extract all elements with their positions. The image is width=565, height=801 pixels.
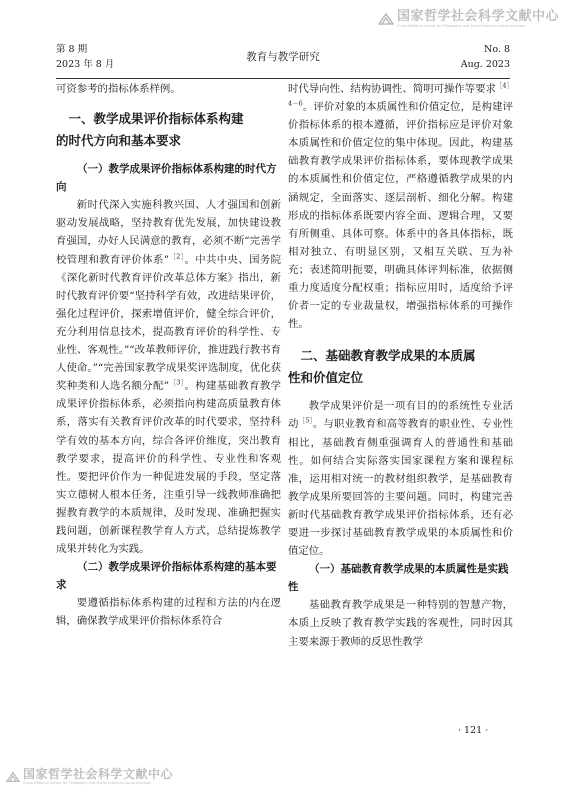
watermark-title: 国家哲学社会科学文献中心	[397, 9, 560, 24]
section-heading-2	[288, 345, 513, 389]
section-heading-line: 二、基础教育教学成果的本质属	[300, 348, 476, 364]
citation-ref: ［4］4－6	[288, 81, 513, 108]
watermark-title: 国家哲学社会科学文献中心	[23, 767, 174, 781]
left-column	[56, 80, 281, 631]
citation-ref: ［5］	[298, 416, 313, 425]
paragraph	[288, 397, 513, 560]
paragraph	[288, 80, 513, 333]
watermark-bottom	[6, 768, 173, 786]
paragraph-text: 新时代深入实施科教兴国、人才强国和创新驱动发展战略，坚持教育优先发展，加快建设教育强国，办好人民满意的教育，必须不断“完善学校管理和教育评价体系”	[56, 199, 281, 266]
date-en: Aug. 2023	[460, 59, 510, 70]
paragraph-text: 时代导向性、结构协调性、简明可操作等要求	[288, 83, 496, 95]
issue-cn: 第 8 期	[56, 44, 88, 55]
right-column	[288, 80, 513, 651]
subsection-heading: （一）教学成果评价指标体系构建的时代方向	[56, 163, 277, 194]
paragraph-text: 。中共中央、国务院《深化新时代教育评价改革总体方案》指出，新时代教育评价要“坚持科学有效，改进结果评价，强化过程评价，探索增值评价，健全综合评价，充分利用信息技术，提高教育评价的科学性、专业性、客观性。”“改革教师评价，推进践行教书育人使命。”“完善国家教学成果奖评选制度，优化获奖种类和人选名额分配”	[56, 253, 282, 393]
subsection-heading: （二）教学成果评价指标体系构建的基本要求	[56, 561, 277, 592]
paragraph: 要遵循指标体系构建的过程和方法的内在逻辑，确保教学成果评价指标体系符合	[56, 597, 281, 628]
section-heading-1	[56, 108, 281, 152]
header-rule	[56, 78, 510, 79]
citation-ref: ［2］	[169, 252, 185, 261]
paragraph: 可资参考的指标体系样例。	[56, 83, 181, 95]
date-cn: 2023 年 8 月	[56, 59, 115, 70]
section-heading-line: 一、教学成果评价指标体系构建	[68, 111, 244, 127]
library-logo-icon	[6, 771, 20, 783]
section-heading-line: 性和价值定位	[288, 370, 364, 386]
paragraph-text: 。构建基础教育教学成果评价指标体系，必须指向构建高质量教育体系，落实有关教育评价改革的时代要求，坚持科学有效的基本方向，综合各评价维度，突出教育教学要求，提高评价的科学性、专业性和客观性。要把评价作为一种促进发展的手段，坚定落实立德树人根本任务，注重引导一线教师准确把握教育教学的本质规律，及时发现、准确把握实践问题，创新课程教学育人方式，总结提炼教学成果并转化为实践。	[56, 380, 282, 556]
paragraph-text: 。评价对象的本质属性和价值定位，是构建评价指标体系的根本遵循，评价指标应是评价对象本质属性和价值定位的集中体现。因此，构建基础教育教学成果评价指标体系，要体现教学成果的本质属性和价值定位，严格遵循教学成果的内涵规定，全面落实、逐层剖析、细化分解。构建形成的指标体系既要内容全面、逻辑合理，又要有所侧重、具体可察。体系中的各具体指标，既相对独立、有明显区别，又相互关联、互为补充；表述简明扼要，明确具体评判标准，依据侧重力度适度分配权重；指标应用时，适度给予评价者一定的专业裁量权，增强指标体系的可操作性。	[288, 101, 513, 331]
paragraph	[56, 196, 281, 558]
watermark-subtitle: China National Center for Philosophy and Social Sciences Documentation	[23, 781, 152, 785]
watermark-subtitle: China National Center for Philosophy and Social Sciences Documentation	[397, 24, 526, 28]
paragraph: 基础教育教学成果是一种特别的智慧产物，本质上反映了教育教学实践的客观性，同时因其主要来源于教师的反思性教学	[288, 599, 513, 648]
library-logo-icon	[378, 12, 394, 26]
section-heading-line: 的时代方向和基本要求	[56, 133, 182, 149]
journal-title: 教育与教学研究	[246, 51, 320, 63]
watermark-top	[378, 10, 559, 29]
issue-en: No. 8	[484, 44, 510, 55]
page-number: · 121 ·	[458, 725, 489, 736]
subsection-heading: （一）基础教育教学成果的本质属性是实践性	[288, 563, 509, 594]
running-header	[56, 42, 510, 76]
citation-ref: ［3］	[169, 378, 185, 387]
paragraph-text: 。与职业教育和高等教育的职业性、专业性相比，基础教育侧重强调育人的普通性和基础性。如何结合实际落实国家课程方案和课程标准，运用相对统一的教材组织教学，是基础教育教学成果所要回答的主要问题。同时，构建完善新时代基础教育教学成果评价指标体系，还有必要进一步探讨基础教育教学成果的本质属性和价值定位。	[288, 418, 514, 558]
paragraph-text: 教学成果评价是一项有目的的系统性专业活动	[288, 400, 513, 431]
